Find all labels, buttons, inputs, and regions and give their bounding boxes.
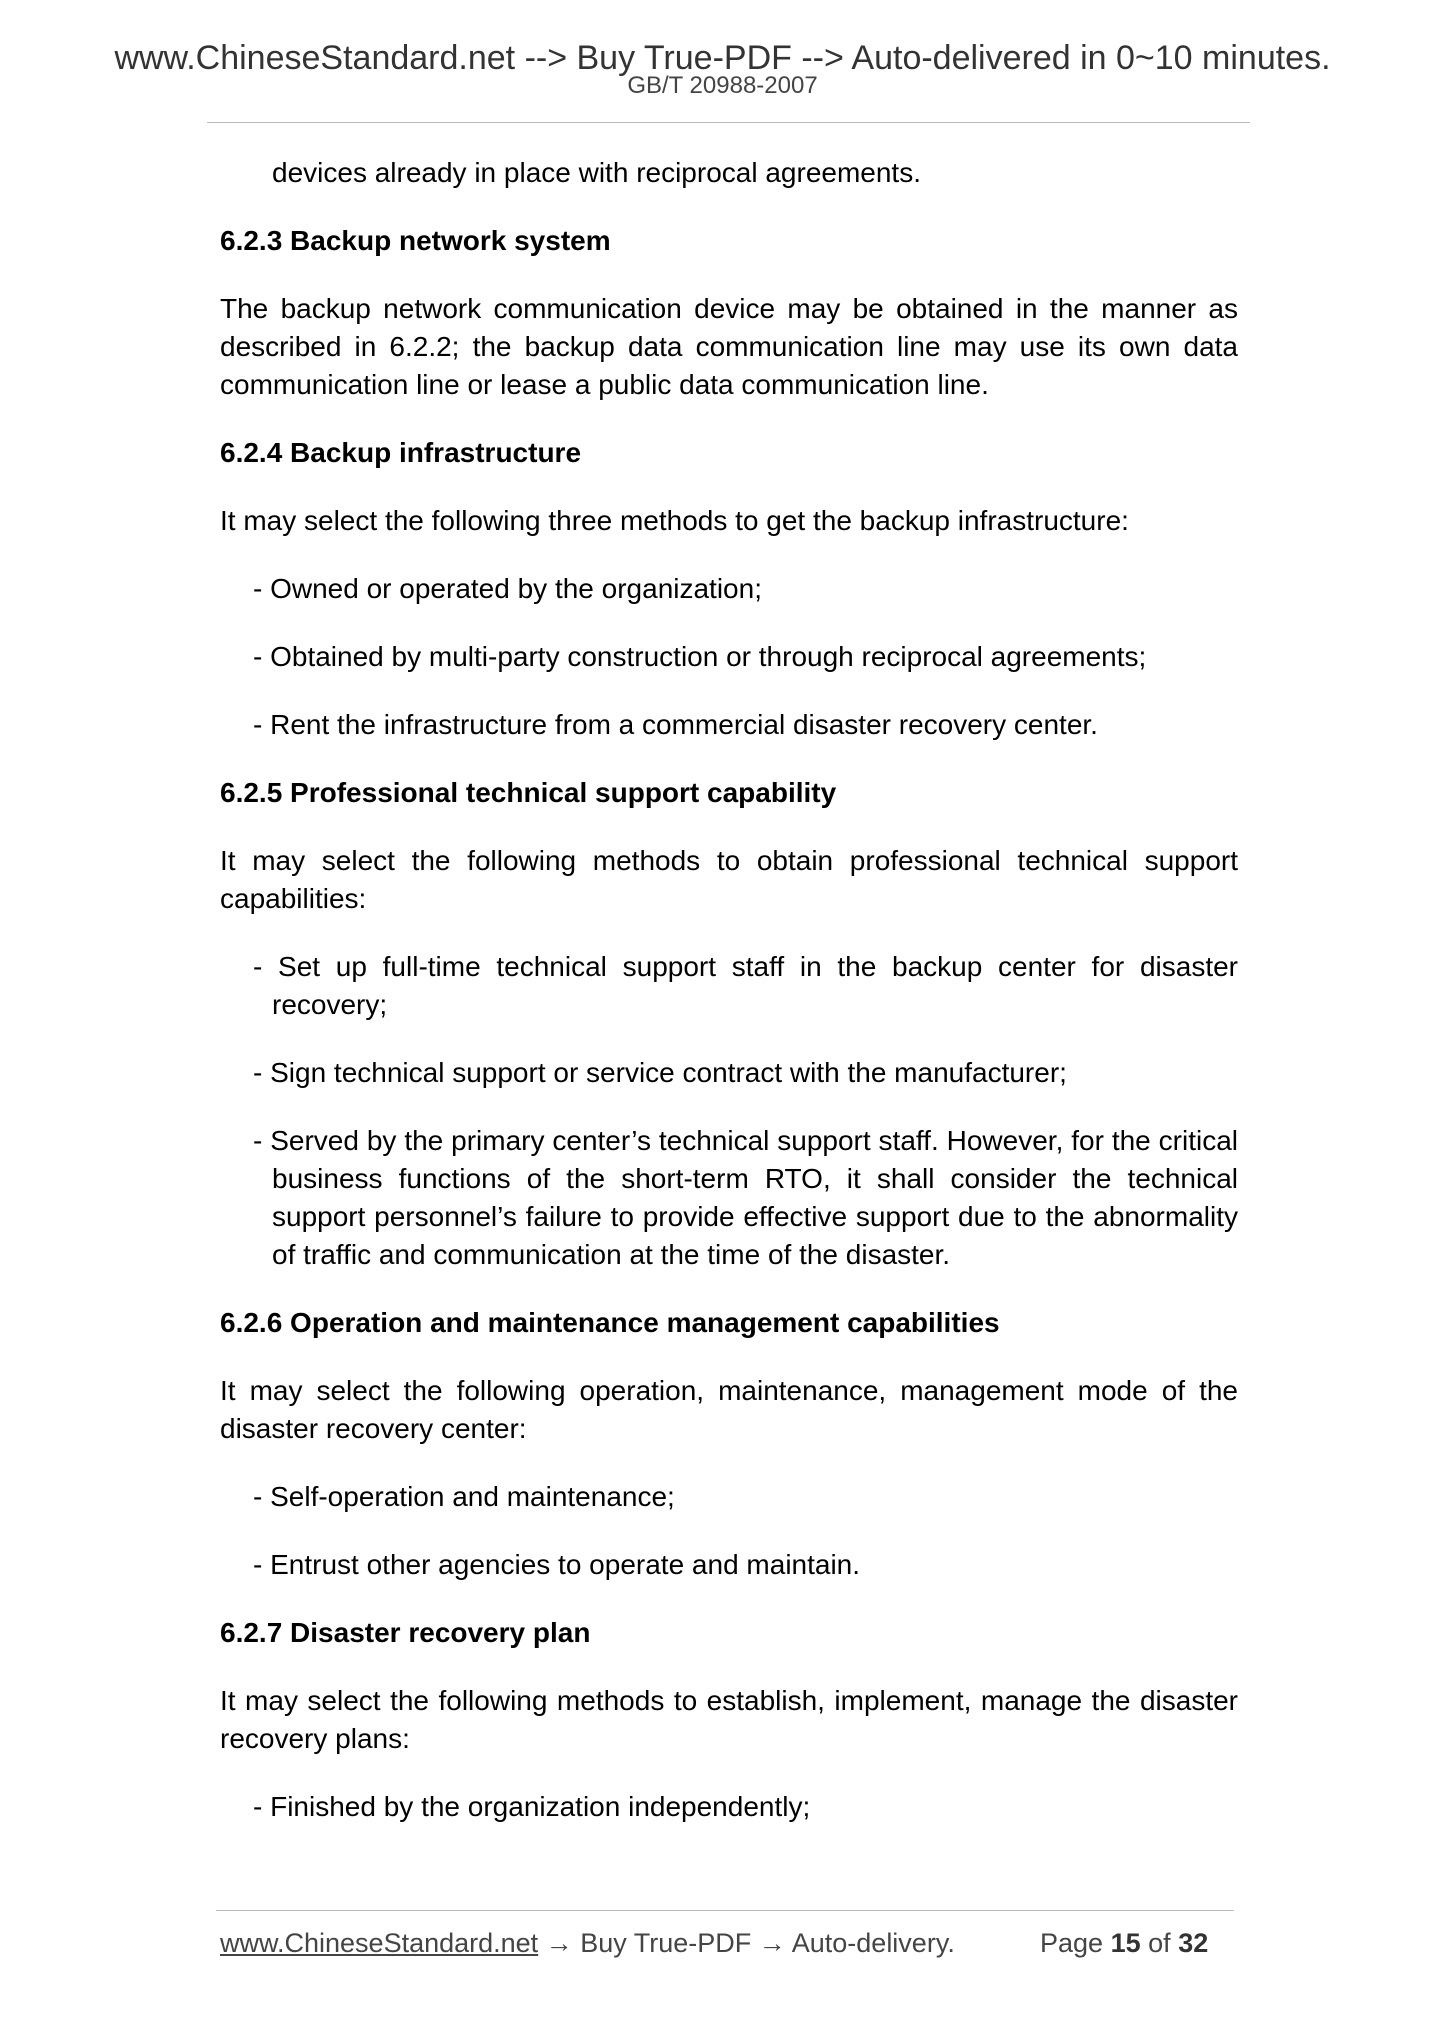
section-heading-6-2-6: 6.2.6 Operation and maintenance management capabilities	[220, 1307, 1000, 1338]
footer-promo	[220, 1926, 955, 1960]
section-heading-6-2-3: 6.2.3 Backup network system	[220, 225, 611, 256]
section-heading-6-2-4: 6.2.4 Backup infrastructure	[220, 437, 582, 468]
list-item: - Finished by the organization independently;	[253, 1791, 811, 1822]
list-item: - Sign technical support or service contract with the manufacturer;	[253, 1057, 1067, 1088]
footer-divider	[216, 1910, 1234, 1911]
current-page: 15	[1110, 1928, 1141, 1958]
list-item: - Self-operation and maintenance;	[253, 1481, 675, 1512]
continuation-text: devices already in place with reciprocal agreements.	[272, 157, 921, 188]
section-intro-6-2-7: It may select the following methods to establish, implement, manage the disaster recovery plans:	[220, 1685, 1238, 1754]
list-item: - Set up full-time technical support staff in the backup center for disaster recovery;	[253, 951, 1238, 1020]
list-item: - Served by the primary center’s technical support staff. However, for the critical business functions of the short-term RTO, it shall consider the technical support personnel’s failure to provide effective support due to the abnormality of traffic and communication at the time of the disaster.	[253, 1125, 1238, 1270]
site-banner: www.ChineseStandard.net --> Buy True-PDF --> Auto-delivered in 0~10 minutes.	[114, 39, 1331, 77]
document-code: GB/T 20988-2007	[627, 72, 818, 99]
section-heading-6-2-7: 6.2.7 Disaster recovery plan	[220, 1617, 591, 1648]
section-intro-6-2-4: It may select the following three methods to get the backup infrastructure:	[220, 505, 1129, 536]
list-item: - Rent the infrastructure from a commercial disaster recovery center.	[253, 709, 1098, 740]
page-label: Page	[1040, 1928, 1104, 1958]
section-intro-6-2-5: It may select the following methods to obtain professional technical support capabilities:	[220, 845, 1238, 914]
list-item: - Owned or operated by the organization;	[253, 573, 762, 604]
page-number	[1040, 1926, 1208, 1960]
list-item: - Entrust other agencies to operate and maintain.	[253, 1549, 861, 1580]
section-heading-6-2-5: 6.2.5 Professional technical support capability	[220, 777, 837, 808]
section-text-6-2-3: The backup network communication device may be obtained in the manner as described in 6.2.2; the backup data communication line may use its own data communication line or lease a public data communication line.	[220, 293, 1238, 400]
header-divider	[207, 122, 1250, 123]
footer-promo-text: → Buy True-PDF → Auto-delivery.	[538, 1928, 955, 1958]
list-item: - Obtained by multi-party construction or through reciprocal agreements;	[253, 641, 1147, 672]
footer-site-link[interactable]: www.ChineseStandard.net	[220, 1928, 539, 1958]
section-intro-6-2-6: It may select the following operation, maintenance, management mode of the disaster recovery center:	[220, 1375, 1238, 1444]
of-label: of	[1148, 1928, 1171, 1958]
page-content	[220, 154, 1238, 1826]
total-pages: 32	[1178, 1928, 1209, 1958]
